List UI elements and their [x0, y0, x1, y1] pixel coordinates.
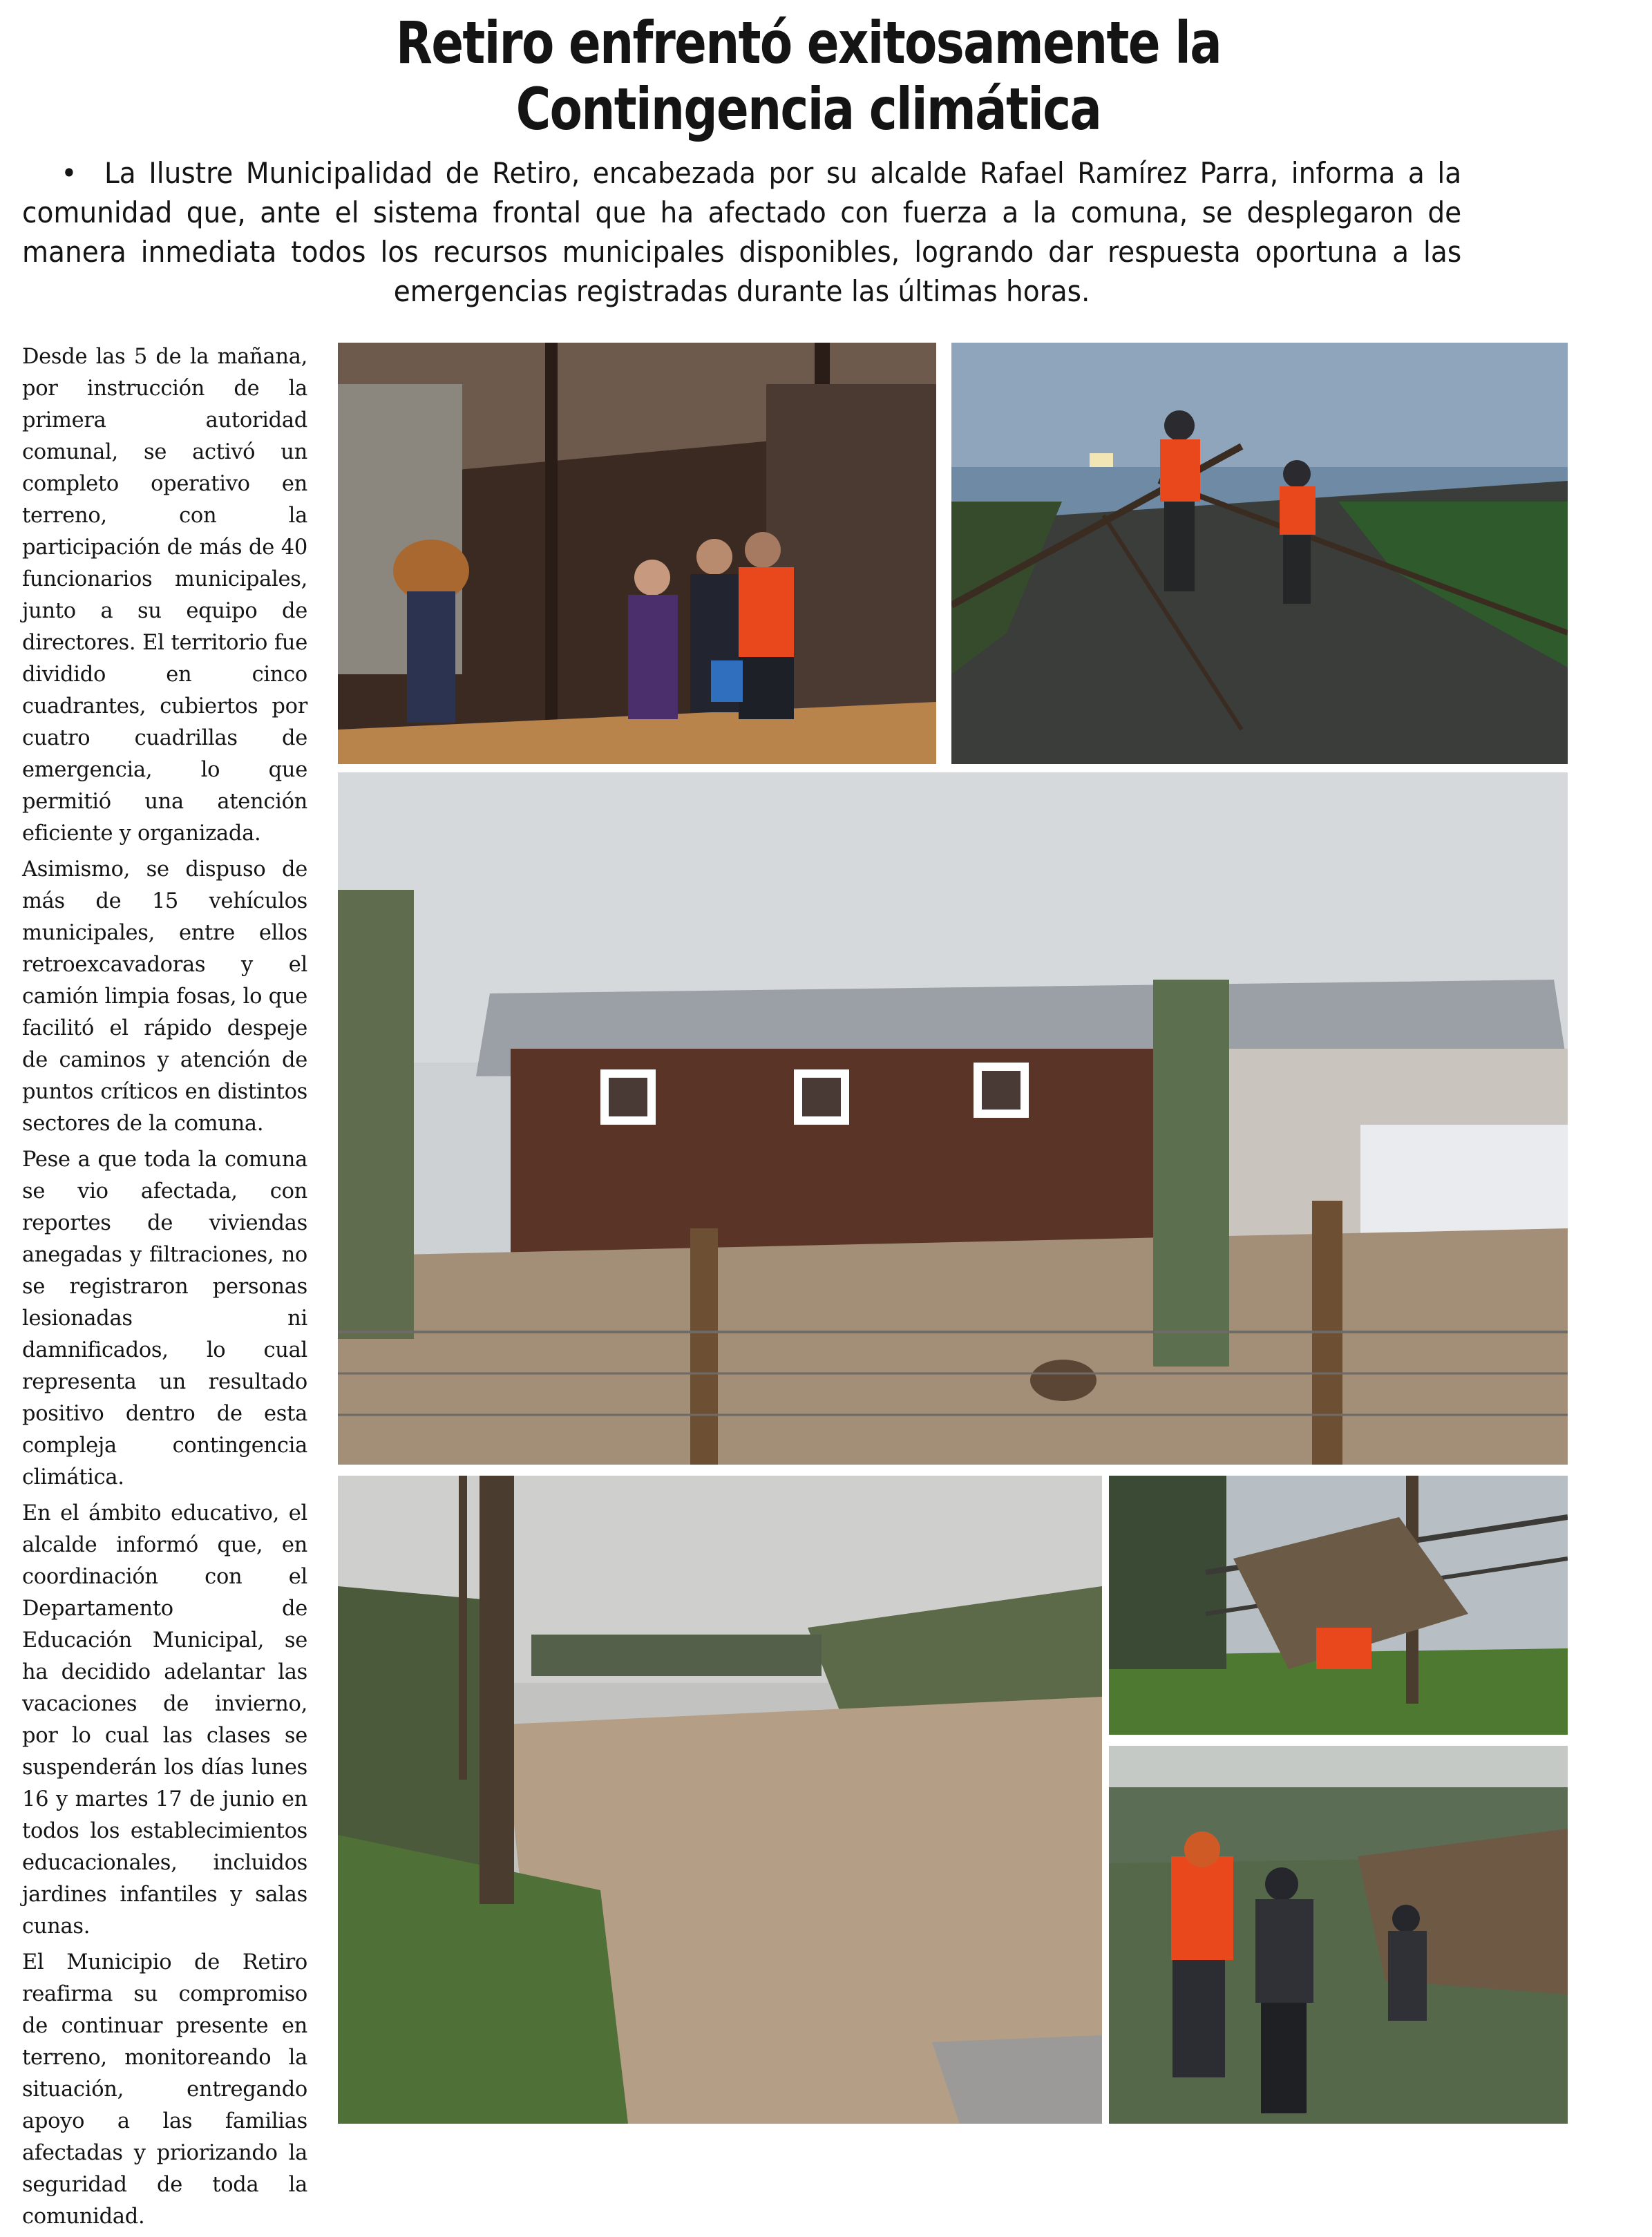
- headline-line-1: Retiro enfrentó exitosamente la: [395, 9, 1222, 77]
- headline: [236, 10, 1380, 142]
- photo-flooded-house: [338, 772, 1568, 1465]
- body-paragraph-4: En el ámbito educativo, el alcalde informó que, en coordinación con el Departamento de Educación Municipal, se ha decidido adelantar las vacaciones de invierno, por lo cual las clases se suspenderán los días lunes 16 y martes 17 de junio en todos los establecimientos educacionales, incluidos jardines infantiles y salas cunas.: [22, 1501, 307, 1939]
- lead-paragraph: [22, 153, 1461, 311]
- body-paragraph-5: El Municipio de Retiro reafirma su compromiso de continuar presente en terreno, monitoreando la situación, entregando apoyo a las familias afectadas y priorizando la seguridad de toda la comunidad.: [22, 1950, 307, 2229]
- bullet-icon: •: [61, 156, 77, 190]
- article-body: [22, 341, 307, 2237]
- photo-barn-inspection: [338, 343, 936, 764]
- photo-flooded-road: [338, 1476, 1102, 2124]
- lead-text: La Ilustre Municipalidad de Retiro, encabezada por su alcalde Rafael Ramírez Parra, informa a la comunidad que, ante el sistema frontal que ha afectado con fuerza a la comuna, se desplegaron de manera inmediata todos los recursos municipales disponibles, logrando dar respuesta oportuna a las emergencias registradas durante las últimas horas.: [22, 156, 1462, 308]
- body-paragraph-3: Pese a que toda la comuna se vio afectada, con reportes de viviendas anegadas y filtraciones, no se registraron personas lesionadas ni damnificados, lo cual representa un resultado positivo dentro de esta compleja contingencia climática.: [22, 1148, 307, 1489]
- body-paragraph-2: Asimismo, se dispuso de más de 15 vehículos municipales, entre ellos retroexcavadoras y el camión limpia fosas, lo que facilitó el rápido despeje de caminos y atención de puntos críticos en distintos sectores de la comuna.: [22, 857, 307, 1136]
- photo-road-branches: [951, 343, 1568, 764]
- body-paragraph-1: Desde las 5 de la mañana, por instrucción de la primera autoridad comunal, se activó un completo operativo en terreno, con la participación de más de 40 funcionarios municipales, junto a su equipo de directores. El territorio fue dividido en cinco cuadrantes, cubiertos por cuatro cuadrillas de emergencia, lo que permitió una atención eficiente y organizada.: [22, 345, 307, 846]
- photo-fallen-tree-fence: [1109, 1476, 1568, 1735]
- headline-line-2: Contingencia climática: [515, 75, 1101, 143]
- photo-emergency-crew: [1109, 1746, 1568, 2124]
